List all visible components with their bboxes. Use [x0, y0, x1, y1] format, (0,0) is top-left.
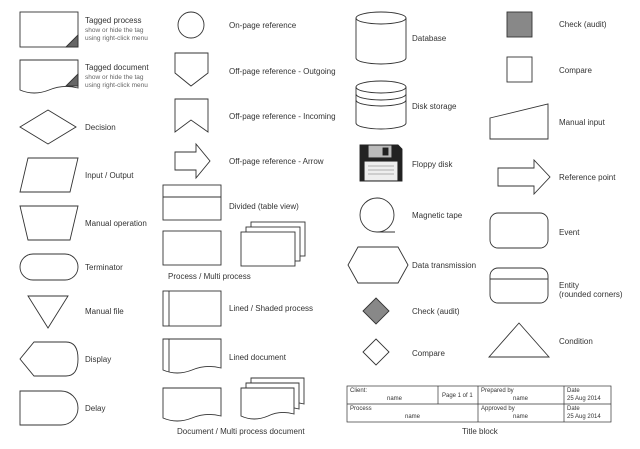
title-block-prepared-name: name: [513, 396, 529, 402]
manual-operation-shape[interactable]: [20, 206, 78, 240]
label-condition: Condition: [559, 337, 593, 346]
condition-shape[interactable]: [489, 323, 549, 357]
label-tagged-process: Tagged process: [85, 16, 142, 25]
delay-shape[interactable]: [20, 391, 78, 425]
hint-tagged-document-1: show or hide the tag: [85, 74, 144, 81]
label-manual-input: Manual input: [559, 118, 605, 127]
magnetic-tape-shape[interactable]: [360, 198, 395, 232]
check-audit-square-shape[interactable]: [507, 12, 532, 37]
off-page-incoming-shape[interactable]: [175, 99, 208, 132]
label-lined-document: Lined document: [229, 353, 286, 362]
label-off-page-arrow: Off-page reference - Arrow: [229, 157, 324, 166]
label-input-output: Input / Output: [85, 171, 134, 180]
label-on-page-reference: On-page reference: [229, 21, 297, 30]
database-shape[interactable]: [356, 12, 406, 64]
label-magnetic-tape: Magnetic tape: [412, 211, 463, 220]
label-manual-file: Manual file: [85, 307, 124, 316]
title-block-process-name: name: [405, 414, 421, 420]
label-lined-shaded-process: Lined / Shaded process: [229, 304, 314, 313]
display-shape[interactable]: [20, 342, 78, 376]
title-block-client-name: name: [387, 396, 403, 402]
label-manual-operation: Manual operation: [85, 219, 147, 228]
label-check-audit-diamond: Check (audit): [412, 307, 460, 316]
off-page-arrow-shape[interactable]: [175, 144, 210, 178]
multi-document-shape[interactable]: [241, 378, 304, 419]
hint-tagged-process-1: show or hide the tag: [85, 27, 144, 34]
label-process-multi: Process / Multi process: [168, 272, 251, 281]
divided-table-shape[interactable]: [163, 185, 221, 220]
lined-document-shape[interactable]: [163, 339, 221, 373]
title-block-date1-label: Date: [567, 388, 580, 394]
compare-square-shape[interactable]: [507, 57, 532, 82]
label-floppy-disk: Floppy disk: [412, 160, 453, 169]
title-block-page: Page 1 of 1: [442, 393, 473, 399]
label-data-transmission: Data transmission: [412, 261, 477, 270]
reference-point-shape[interactable]: [498, 160, 550, 194]
terminator-shape[interactable]: [20, 254, 78, 280]
off-page-outgoing-shape[interactable]: [175, 53, 208, 86]
on-page-reference-shape[interactable]: [178, 12, 204, 38]
document-shape[interactable]: [163, 388, 221, 421]
event-shape[interactable]: [490, 213, 548, 248]
hint-tagged-process-2: using right-click menu: [85, 35, 148, 42]
label-database: Database: [412, 34, 447, 43]
hint-entity: (rounded corners): [559, 290, 623, 299]
floppy-disk-shape[interactable]: [360, 145, 402, 181]
multi-process-shape[interactable]: [241, 222, 305, 266]
title-block-client-label: Client:: [350, 388, 368, 394]
label-off-page-outgoing: Off-page reference - Outgoing: [229, 67, 336, 76]
data-transmission-shape[interactable]: [348, 247, 408, 283]
title-block-prepared-label: Prepared by: [481, 388, 514, 394]
title-block-date2-value: 25 Aug 2014: [567, 414, 601, 420]
title-block-approved-name: name: [513, 414, 529, 420]
label-check-audit-square: Check (audit): [559, 20, 607, 29]
hint-tagged-document-2: using right-click menu: [85, 82, 148, 89]
lined-shaded-process-shape[interactable]: [163, 291, 221, 326]
process-shape[interactable]: [163, 231, 221, 265]
label-entity: Entity: [559, 281, 580, 290]
label-off-page-incoming: Off-page reference - Incoming: [229, 112, 336, 121]
title-block-caption: Title block: [462, 427, 498, 436]
title-block-date1-value: 25 Aug 2014: [567, 396, 601, 402]
manual-input-shape[interactable]: [490, 104, 548, 139]
label-tagged-document: Tagged document: [85, 63, 149, 72]
decision-shape[interactable]: [20, 110, 76, 144]
entity-shape[interactable]: [490, 268, 548, 303]
label-display: Display: [85, 355, 112, 364]
label-document-multi: Document / Multi process document: [177, 427, 305, 436]
label-terminator: Terminator: [85, 263, 123, 272]
label-compare-diamond: Compare: [412, 349, 445, 358]
label-divided-table: Divided (table view): [229, 202, 299, 211]
compare-diamond-shape[interactable]: [363, 339, 389, 365]
label-event: Event: [559, 228, 580, 237]
check-audit-diamond-shape[interactable]: [363, 298, 389, 324]
label-delay: Delay: [85, 404, 106, 413]
label-compare-square: Compare: [559, 66, 592, 75]
title-block-approved-label: Approved by: [481, 406, 515, 412]
label-reference-point: Reference point: [559, 173, 616, 182]
input-output-shape[interactable]: [20, 158, 78, 192]
title-block-date2-label: Date: [567, 406, 580, 412]
label-disk-storage: Disk storage: [412, 102, 457, 111]
tagged-process-shape[interactable]: [20, 12, 78, 47]
manual-file-shape[interactable]: [28, 296, 68, 328]
label-decision: Decision: [85, 123, 116, 132]
title-block-process-label: Process: [350, 406, 372, 412]
disk-storage-shape[interactable]: [356, 81, 406, 129]
tagged-document-shape[interactable]: [20, 60, 78, 93]
